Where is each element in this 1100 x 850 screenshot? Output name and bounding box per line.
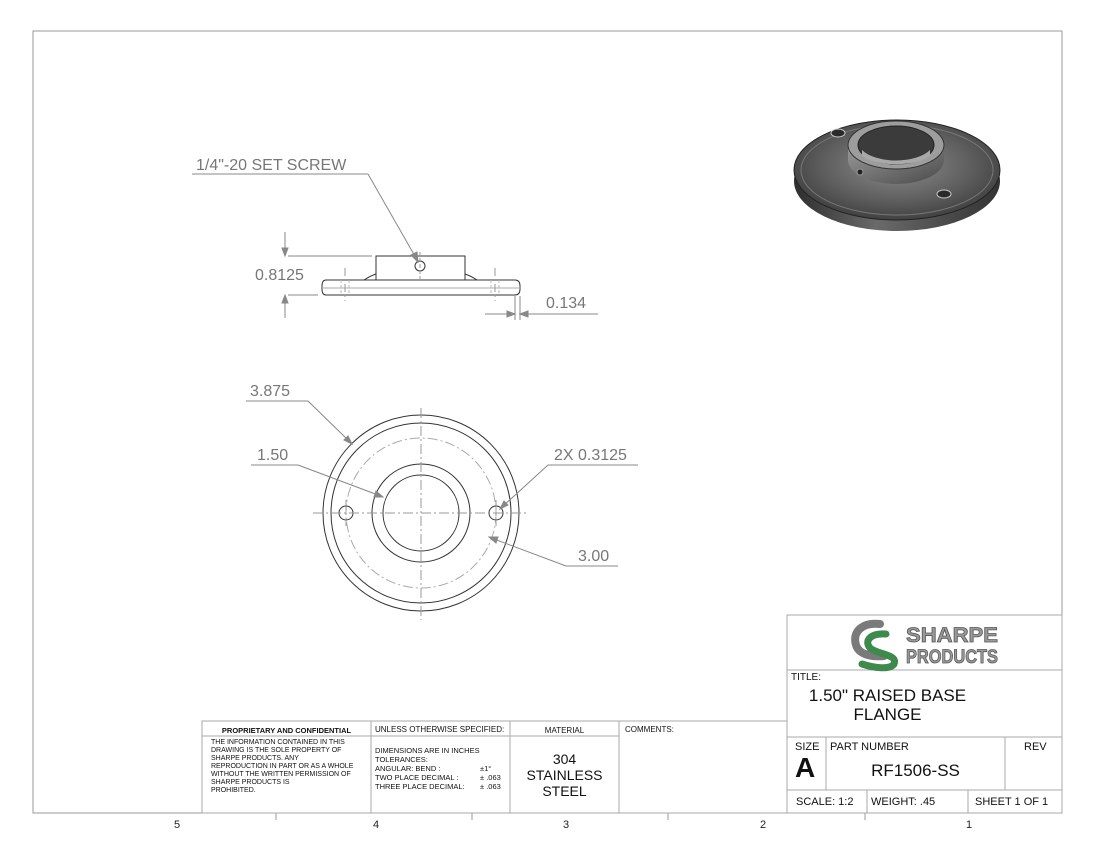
proprietary-title: PROPRIETARY AND CONFIDENTIAL	[221, 726, 352, 735]
callout-set-screw: 1/4"-20 SET SCREW	[196, 157, 347, 174]
proprietary-line: SHARPE PRODUCTS. ANY	[211, 755, 299, 762]
proprietary-line: PROHIBITED.	[211, 787, 256, 794]
material-line: STEEL	[542, 783, 587, 799]
unless-line: ANGULAR: BEND :	[375, 764, 441, 773]
zone-ticks	[276, 813, 865, 820]
logo-line1: SHARPE	[906, 624, 998, 647]
tolerance-angular: ±1°	[480, 764, 492, 773]
zone-3: 3	[563, 819, 570, 831]
material-line: 304	[552, 751, 577, 767]
proprietary-line: WITHOUT THE WRITTEN PERMISSION OF	[211, 771, 351, 778]
proprietary-line: THE INFORMATION CONTAINED IN THIS	[211, 739, 345, 746]
dim-bolt-circle-label: 3.00	[578, 548, 610, 565]
scale-label: SCALE: 1:2	[796, 796, 854, 808]
dim-holes-leader	[500, 465, 638, 509]
sheet-label: SHEET 1 OF 1	[975, 796, 1049, 808]
title-line-1: 1.50" RAISED BASE	[808, 686, 967, 705]
iso-bolt-hole-right	[937, 190, 951, 198]
dim-height-label: 0.8125	[255, 267, 304, 284]
dim-inner-leader	[251, 465, 383, 497]
zone-4: 4	[373, 819, 380, 831]
title-label: TITLE:	[791, 672, 822, 683]
title-line-2: FLANGE	[853, 705, 922, 724]
iso-bolt-hole-left	[831, 129, 845, 137]
proprietary-line: REPRODUCTION IN PART OR AS A WHOLE	[211, 763, 354, 770]
zone-1: 1	[966, 819, 973, 831]
part-number: RF1506-SS	[871, 761, 960, 780]
unless-line: TOLERANCES:	[375, 755, 428, 764]
unless-text	[375, 746, 485, 791]
sharpe-products-logo	[855, 624, 998, 668]
tolerance-three-place: ± .063	[480, 782, 501, 791]
comments-label: COMMENTS:	[625, 725, 674, 734]
zone-2: 2	[760, 819, 767, 831]
iso-set-screw	[857, 169, 863, 175]
part-number-label: PART NUMBER	[830, 741, 909, 753]
side-view	[322, 252, 520, 301]
proprietary-line: SHARPE PRODUCTS IS	[211, 779, 290, 786]
logo-line2: PRODUCTS	[906, 647, 998, 668]
weight-label: WEIGHT: .45	[871, 796, 936, 808]
rev-label: REV	[1024, 741, 1047, 753]
unless-values	[480, 764, 510, 791]
material-value	[510, 751, 619, 799]
dim-inner-label: 1.50	[257, 447, 289, 464]
dim-holes-label: 2X 0.3125	[554, 447, 627, 464]
unless-line: DIMENSIONS ARE IN INCHES	[375, 746, 480, 755]
dim-outer-label: 3.875	[250, 383, 291, 400]
callout-set-screw-leader	[192, 174, 418, 262]
tolerance-two-place: ± .063	[480, 773, 501, 782]
unless-line: TWO PLACE DECIMAL :	[375, 773, 459, 782]
zone-5: 5	[174, 819, 181, 831]
isometric-render	[794, 120, 1000, 231]
unless-title: UNLESS OTHERWISE SPECIFIED:	[375, 725, 505, 734]
dim-outer-leader	[246, 401, 352, 444]
material-line: STAINLESS	[526, 767, 603, 783]
size-label: SIZE	[795, 741, 820, 753]
proprietary-text	[211, 739, 369, 795]
material-label: MATERIAL	[544, 726, 585, 735]
size-value: A	[795, 752, 816, 783]
dim-thickness-label: 0.134	[546, 295, 587, 312]
unless-line: THREE PLACE DECIMAL:	[375, 782, 465, 791]
proprietary-line: DRAWING IS THE SOLE PROPERTY OF	[211, 747, 342, 754]
